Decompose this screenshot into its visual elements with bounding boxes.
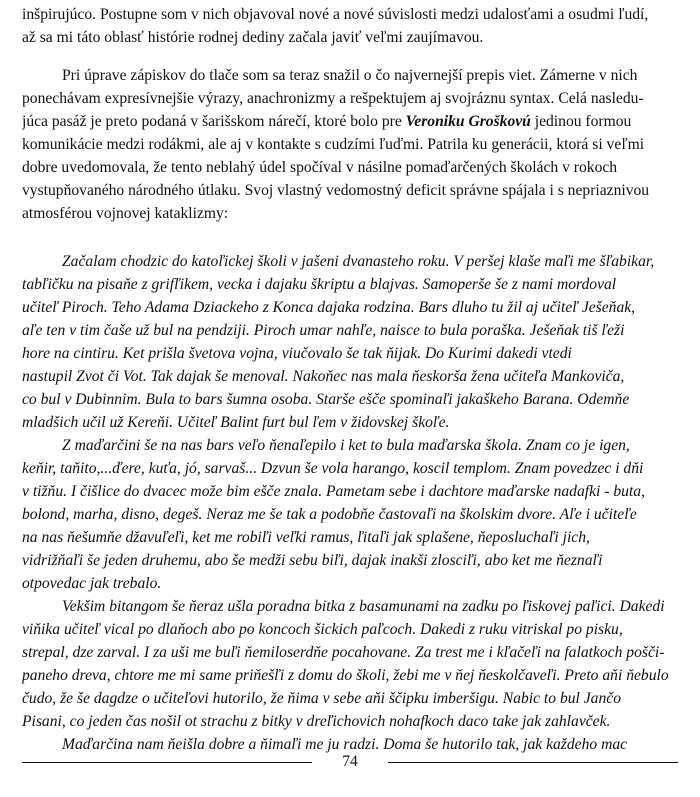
text-line: čudo, že še dagdze o učiteľovi hutorilo, že ňima v sebe aňi ščipku imberšigu. Nabic to bul Jančo bbox=[22, 690, 621, 707]
footer-rule-left bbox=[22, 762, 312, 763]
text-line: komunikácie medzi rodákmi, ale aj v kontakte s cudzími ľuďmi. Patrila ku generácii, ktorá si veľmi bbox=[22, 136, 645, 153]
text-line: hore na cintiru. Ket prišla švetova vojna, viučovalo še tak ňijak. Do Kurimi dakedi vtedi bbox=[22, 345, 572, 362]
text-segment: júca pasáž je preto podaná v šarišskom nárečí, ktoré bolo pre bbox=[22, 113, 406, 130]
text-line: nastupil Zvot či Vot. Tak dajak še menoval. Nakoňec nas mala ňeskorša žena učiteľa Mankoviča, bbox=[22, 368, 625, 385]
text-line: keňir, taňito,...ďere, kuťa, jó, sarvaš... Dzvun še vola harango, koscil templom. Znam povedzec i dňi bbox=[22, 460, 644, 477]
text-line: paneho dreva, chtore me mi same priňešľi z domu do školi, žebi me v ňej ňeskolčaveľi. Preto aňi ňebulo bbox=[22, 667, 669, 684]
text-line bbox=[22, 110, 678, 134]
text-line: vidrižňaľi še jeden druhemu, abo še medži sebu biľi, dajak inakši zlosciľi, abo ket me ňeznaľi bbox=[22, 552, 603, 569]
text-line: v tižňu. I čišlice do dvacec može bim ešče znala. Pametam sebe i dachtore maďarske nadafki - buta, bbox=[22, 483, 645, 500]
text-line: vystupňovaného národného útlaku. Svoj vlastný vedomostný deficit správne spájala i s nepriaznivou bbox=[22, 182, 650, 199]
text-line: učiteľ Piroch. Teho Adama Dziackeho z Konca dajaka rodzina. Bars dluho tu žil aj učiteľ Ješeňak, bbox=[22, 299, 636, 316]
text-line: viňika učiteľ vical po dlaňoch abo po koncoch šickich paľcoch. Dakedi z ruku vitriskal po pisku, bbox=[22, 621, 623, 638]
footer-rule-right bbox=[388, 762, 678, 763]
text-line: ponechávam expresívnejšie výrazy, anachronizmy a rešpektujem aj svojráznu syntax. Celá nasledu- bbox=[22, 90, 644, 107]
text-line: inšpirujúco. Postupne som v nich objavoval nové a nové súvislosti medzi udalosťami a osudmi ľudí, bbox=[22, 6, 649, 23]
text-line: Pisani, co jeden čas nošil ot strachu z bitky v dreľichovich nohafkoch daco take jak zahlavček. bbox=[22, 713, 611, 730]
text-line: dobre uvedomovala, že tento neblahý údel spočíval v násilne pomaďarčených školách v rokoch bbox=[22, 159, 618, 176]
text-line: Vekšim bitangom še ňeraz ušla poradna bitka z basamunami na zadku po ľiskovej paľici. Dakedi bbox=[62, 598, 665, 615]
text-line: strepal, dze zarval. I za uši me buľi ňemiloserdňe pocahovane. Za trest me i kľačeľi na falatkoch pošči- bbox=[22, 644, 665, 661]
text-line: otpovedac jak trebalo. bbox=[22, 575, 162, 592]
text-line: Maďarčina nam ňeišla dobre a ňimaľi me ju radzi. Doma še hutorilo tak, jak každeho mac bbox=[62, 736, 628, 753]
text-line: Z maďarčini še na nas bars veľo ňenaľepilo i ket to bula maďarska škola. Znam co je igen, bbox=[62, 437, 630, 454]
text-line: co bul v Dubinnim. Bula to bars šumna osoba. Starše ešče spominaľi jakaškeho Barana. Odemňe bbox=[22, 391, 630, 408]
text-segment: jedinou formou bbox=[530, 113, 632, 130]
text-line: mladšich učil už Kereňi. Učiteľ Balint furt bul ľem v židovskej škoľe. bbox=[22, 414, 450, 431]
text-line: Pri úprave zápiskov do tlače som sa teraz snažil o čo najvernejší prepis viet. Zámerne v nich bbox=[62, 67, 638, 84]
page-footer bbox=[22, 752, 678, 772]
text-line: na nas ňešumňe džavuľeľi, ket me robiľi veľki ramus, ľitaľi jak splašene, ňeposluchaľi jich, bbox=[22, 529, 590, 546]
text-line: Začalam chodzic do katoľickej školi v jašeni dvanasteho roku. V peršej klaše maľi me šľabikar, bbox=[62, 253, 655, 270]
text-line: tabľičku na pisaňe z grifľikem, vecka i dajaku škriptu a blajvas. Samoperše še z nami mordoval bbox=[22, 276, 617, 293]
page-number: 74 bbox=[342, 753, 358, 770]
text-line: až sa mi táto oblasť histórie rodnej dediny začala javiť veľmi zaujímavou. bbox=[22, 29, 484, 46]
text-line: aľe ten v tim čaše už bul na pendziji. Piroch umar nahľe, naisce to bula poraška. Ješeňak tiš ľeži bbox=[22, 322, 625, 339]
name-emphasis: Veroniku Groškovú bbox=[405, 113, 531, 130]
text-line: atmosférou vojnovej kataklizmy: bbox=[22, 205, 229, 222]
text-line: bolond, marha, disno, degeš. Neraz me še tak a podobňe častovaľi na školskim dvore. Aľe i učiteľe bbox=[22, 506, 637, 523]
